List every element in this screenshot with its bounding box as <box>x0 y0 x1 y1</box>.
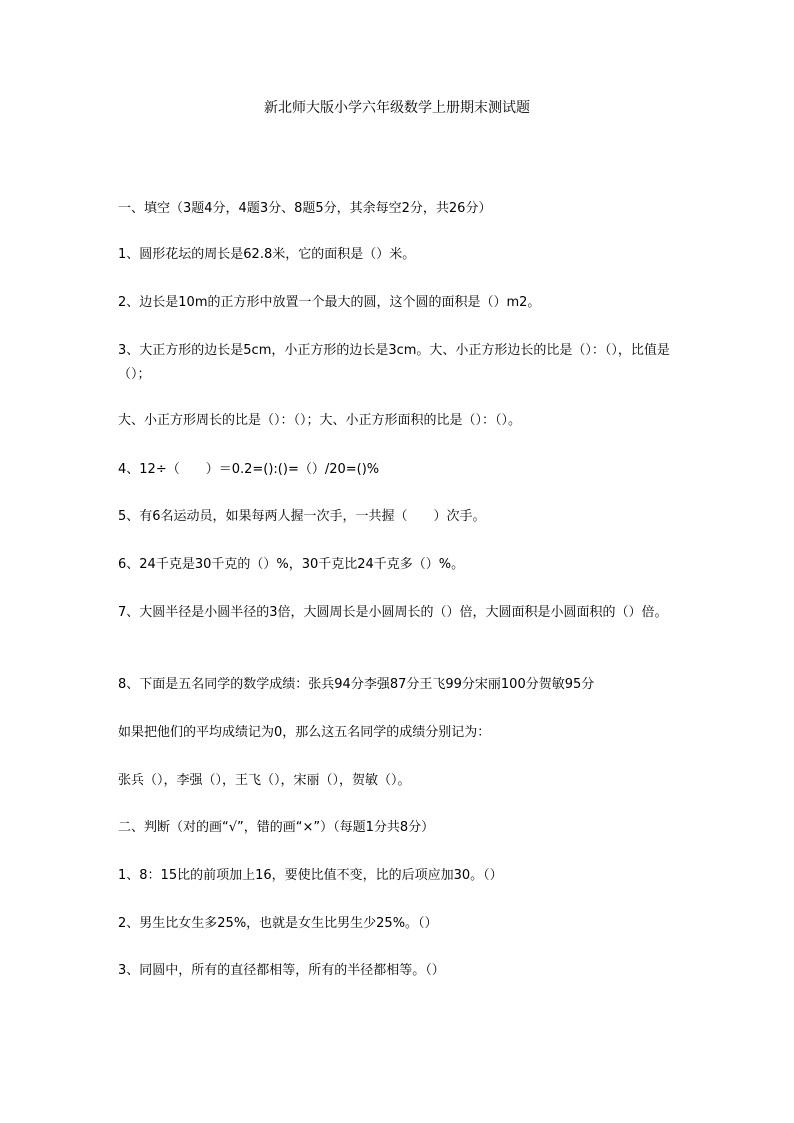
question-2-1: 1、8：15比的前项加上16，要使比值不变，比的后项应加30。（） <box>118 868 503 883</box>
question-1-4: 4、12÷（ ）＝0.2=():()=（）/20=()% <box>118 462 380 477</box>
question-1-8: 8、下面是五名同学的数学成绩：张兵94分李强87分王飞99分宋丽100分贺敏95分 <box>118 677 595 692</box>
question-1-5: 5、有6名运动员，如果每两人握一次手，一共握（ ）次手。 <box>118 509 486 524</box>
question-1-3-continued: 大、小正方形周长的比是（）：（）；大、小正方形面积的比是（）：（）。 <box>118 413 522 428</box>
question-2-2: 2、男生比女生多25%，也就是女生比男生少25%。（） <box>118 916 438 931</box>
question-2-3: 3、同圆中，所有的直径都相等，所有的半径都相等。（） <box>118 963 445 978</box>
question-1-8-answers: 张兵（），李强（），王飞（），宋丽（），贺敏（）。 <box>118 773 411 788</box>
question-1-1: 1、圆形花坛的周长是62.8米，它的面积是（）米。 <box>118 247 416 262</box>
document-title: 新北师大版小学六年级数学上册期末测试题 <box>264 100 530 116</box>
section-2-heading: 二、判断（对的画“√”，错的画“×”）（每题1分共8分） <box>118 820 435 835</box>
question-1-7: 7、大圆半径是小圆半径的3倍，大圆周长是小圆周长的（）倍，大圆面积是小圆面积的（）倍。 <box>118 605 668 620</box>
section-1-heading: 一、填空（3题4分，4题3分、8题5分，其余每空2分，共26分） <box>118 201 492 216</box>
question-1-3: 3、大正方形的边长是5cm，小正方形的边长是3cm。大、小正方形边长的比是（）：（），比值是（）； <box>118 343 670 382</box>
question-1-8-instruction: 如果把他们的平均成绩记为0，那么这五名同学的成绩分别记为： <box>118 725 491 740</box>
question-1-6: 6、24千克是30千克的（）%，30千克比24千克多（）%。 <box>118 557 465 572</box>
question-1-2: 2、边长是10m的正方形中放置一个最大的圆，这个圆的面积是（）m2。 <box>118 295 541 310</box>
